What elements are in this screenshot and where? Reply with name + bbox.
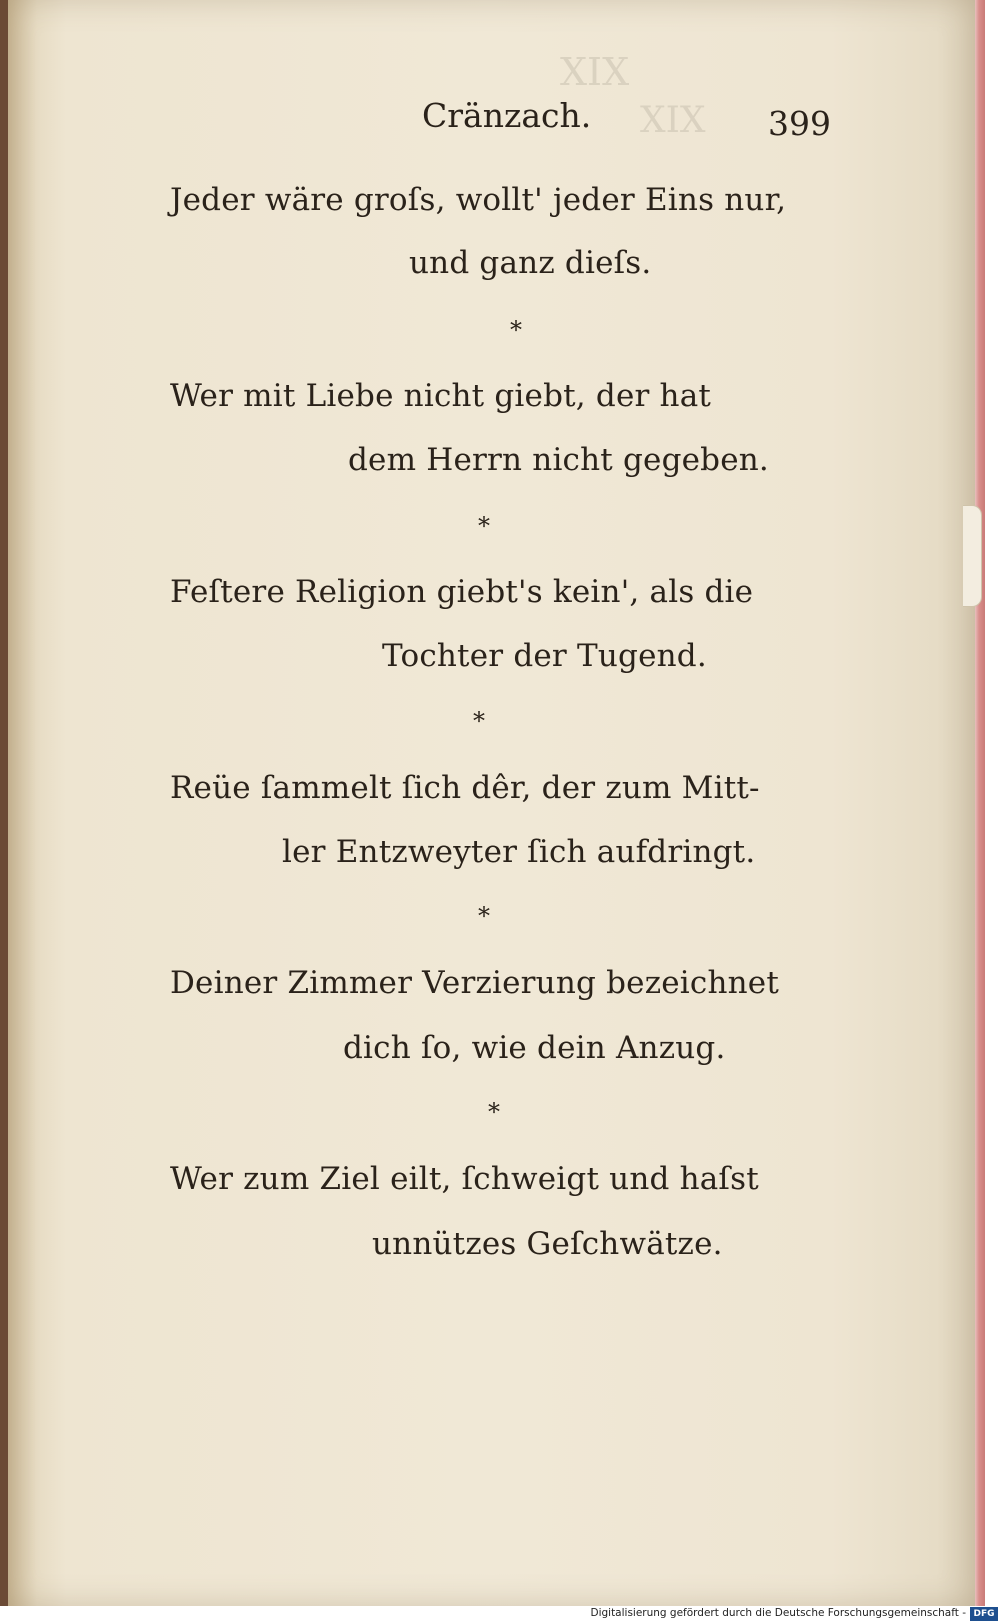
red-page-edge	[975, 0, 985, 1606]
running-head: Cränzach.	[422, 96, 592, 135]
aphorism-line-indented: dem Herrn nicht gegeben.	[348, 442, 769, 478]
aphorism-line-indented: Tochter der Tugend.	[382, 638, 707, 674]
aphorism-line-indented: und ganz dieſs.	[409, 245, 652, 281]
separator-asterisk: *	[478, 512, 490, 540]
aphorism-line: Reüe ſammelt ſich dêr, der zum Mitt-	[170, 770, 760, 806]
bleed-through-mark: XIX	[560, 50, 630, 94]
separator-asterisk: *	[488, 1098, 500, 1126]
bleed-through-mark: XIX	[640, 100, 706, 141]
aphorism-line-indented: dich ſo, wie dein Anzug.	[343, 1030, 726, 1066]
aphorism-line-indented: unnützes Geſchwätze.	[372, 1226, 723, 1262]
aphorism-line: Jeder wäre groſs, wollt' jeder Eins nur,	[170, 182, 787, 218]
aphorism-line: Wer mit Liebe nicht giebt, der hat	[170, 378, 712, 414]
page-number: 399	[768, 104, 831, 143]
separator-asterisk: *	[478, 902, 490, 930]
aphorism-line-indented: ler Entzweyter ſich aufdringt.	[282, 834, 756, 870]
dfg-logo: DFG	[970, 1607, 998, 1621]
separator-asterisk: *	[473, 707, 485, 735]
digitization-credit: Digitalisierung gefördert durch die Deutsche Forschungsgemeinschaft -	[590, 1607, 966, 1619]
separator-asterisk: *	[510, 316, 522, 344]
aphorism-line: Deiner Zimmer Verzierung bezeichnet	[170, 965, 779, 1001]
aphorism-line: Wer zum Ziel eilt, ſchweigt und haſst	[170, 1161, 759, 1197]
page-tab	[963, 505, 982, 607]
aphorism-line: Feſtere Religion giebt's kein', als die	[170, 574, 754, 610]
